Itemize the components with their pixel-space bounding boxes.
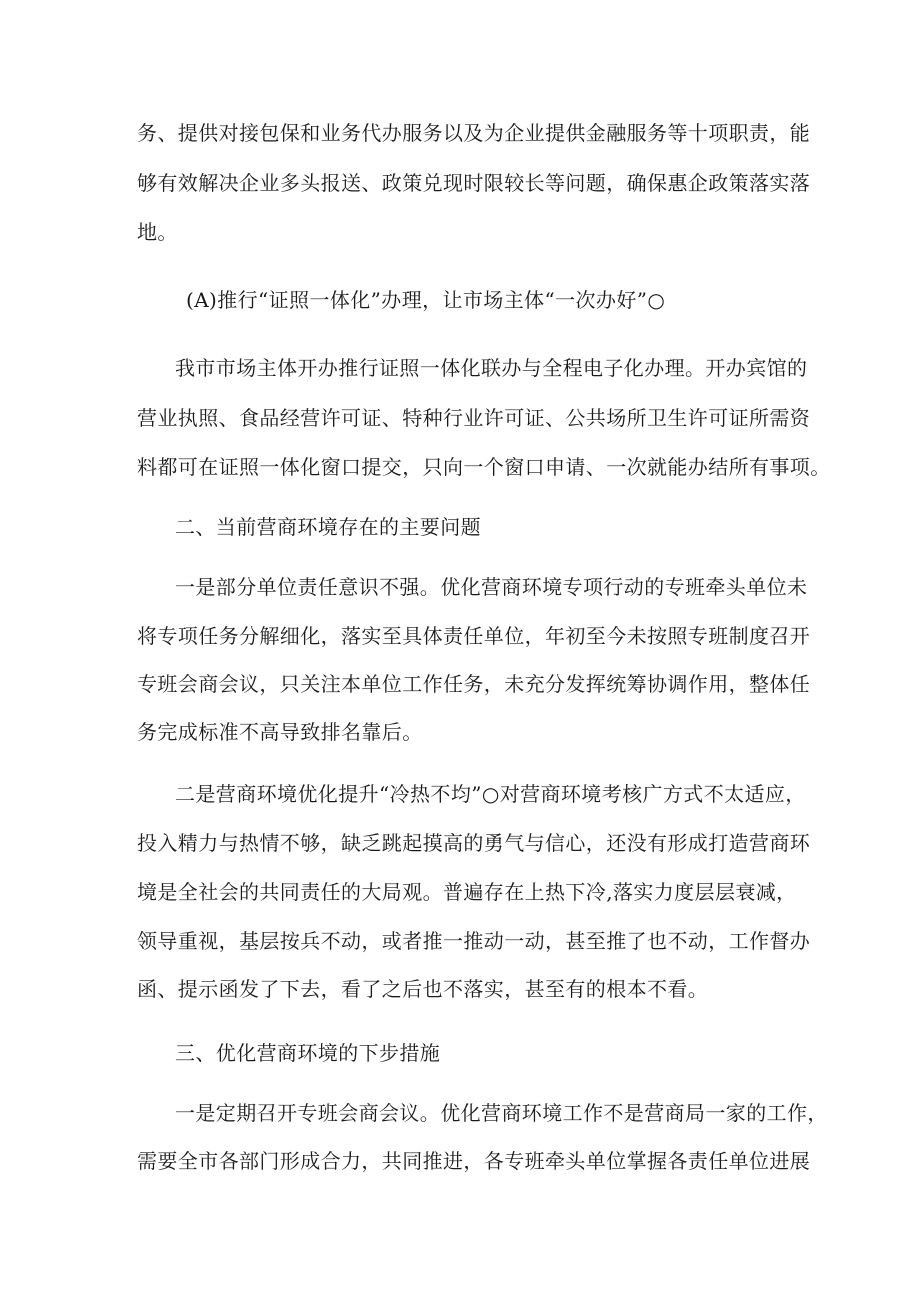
paragraph-line: 一是部分单位责任意识不强。优化营商环境专项行动的专班牵头单位未 xyxy=(175,575,808,599)
section-heading: 二、当前营商环境存在的主要问题 xyxy=(175,515,481,539)
paragraph-line: 我市市场主体开办推行证照一体化联办与全程电子化办理。开办宾馆的 xyxy=(175,356,808,380)
paragraph-line: 务完成标准不高导致排名靠后。 xyxy=(137,720,423,744)
section-heading: 三、优化营商环境的下步措施 xyxy=(175,1041,441,1065)
paragraph-line: 投入精力与热情不够，缺乏跳起摸高的勇气与信心，还没有形成打造营商环 xyxy=(137,831,811,855)
paragraph-line: 务、提供对接包保和业务代办服务以及为企业提供金融服务等十项职责，能 xyxy=(137,121,811,145)
subsection-heading: (A)推行“证照一体化”办理，让市场主体“一次办好”○ xyxy=(186,288,666,312)
paragraph-line: 营业执照、食品经营许可证、特种行业许可证、公共场所卫生许可证所需资 xyxy=(137,406,811,430)
paragraph-line: 够有效解决企业多头报送、政策兑现时限较长等问题，确保惠企政策落实落 xyxy=(137,171,811,195)
paragraph-line: 地。 xyxy=(137,220,178,244)
paragraph-line: 领导重视，基层按兵不动，或者推一推动一动，甚至推了也不动，工作督办 xyxy=(137,929,811,953)
paragraph-line: 将专项任务分解细化，落实至具体责任单位，年初至今未按照专班制度召开 xyxy=(137,624,811,648)
paragraph-line: 一是定期召开专班会商会议。优化营商环境工作不是营商局一家的工作， xyxy=(175,1101,828,1125)
paragraph-line: 料都可在证照一体化窗口提交，只向一个窗口申请、一次就能办结所有事项。 xyxy=(137,455,831,479)
paragraph-line: 二是营商环境优化提升“冷热不均”○对营商环境考核广方式不太适应， xyxy=(175,782,806,806)
paragraph-line: 境是全社会的共同责任的大局观。普遍存在上热下冷,落实力度层层衰减， xyxy=(137,880,797,904)
paragraph-line: 需要全市各部门形成合力，共同推进，各专班牵头单位掌握各责任单位进展 xyxy=(137,1149,811,1173)
paragraph-line: 专班会商会议，只关注本单位工作任务，未充分发挥统筹协调作用，整体任 xyxy=(137,672,811,696)
paragraph-line: 函、提示函发了下去，看了之后也不落实，甚至有的根本不看。 xyxy=(137,977,709,1001)
